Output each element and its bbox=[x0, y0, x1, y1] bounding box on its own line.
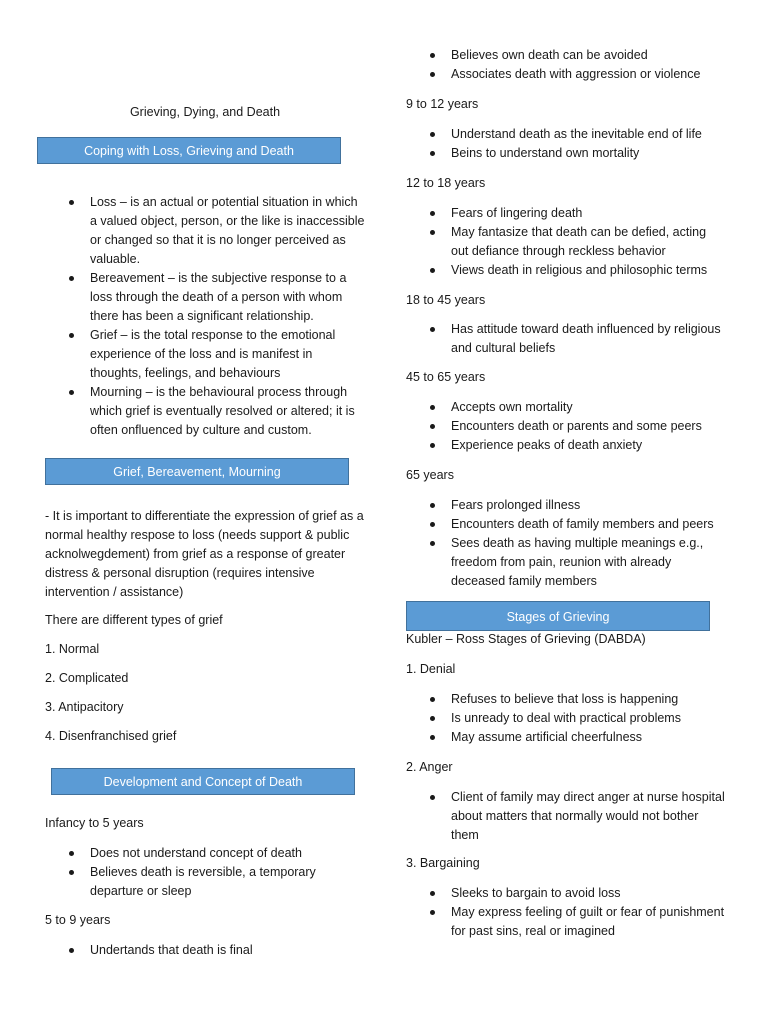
age-group-list-continued bbox=[406, 46, 726, 84]
list-item: Views death in religious and philosophic terms bbox=[406, 261, 726, 280]
list-item: Fears of lingering death bbox=[406, 204, 726, 223]
age-group-heading: 65 years bbox=[406, 468, 454, 482]
section-banner-stages: Stages of Grieving bbox=[406, 601, 710, 631]
list-item: Believes death is reversible, a temporary departure or sleep bbox=[45, 863, 365, 901]
age-group-heading: 18 to 45 years bbox=[406, 293, 486, 307]
list-item: Experience peaks of death anxiety bbox=[406, 436, 726, 455]
list-item: Mourning – is the behavioural process through which grief is eventually resolved or altered; it is often onfluenced by culture and custom. bbox=[45, 383, 365, 440]
list-item: Sees death as having multiple meanings e.g., freedom from pain, reunion with already deceased family members bbox=[406, 534, 726, 591]
stage-list bbox=[406, 690, 726, 747]
age-group-list bbox=[45, 844, 365, 901]
list-item: Accepts own mortality bbox=[406, 398, 726, 417]
list-item: Encounters death or parents and some peers bbox=[406, 417, 726, 436]
stage-list bbox=[406, 884, 726, 941]
stage-heading: 1. Denial bbox=[406, 662, 456, 676]
list-item: Refuses to believe that loss is happening bbox=[406, 690, 726, 709]
list-item: Beins to understand own mortality bbox=[406, 144, 726, 163]
list-item: Associates death with aggression or violence bbox=[406, 65, 726, 84]
section-banner-grief: Grief, Bereavement, Mourning bbox=[45, 458, 349, 485]
age-group-heading: 12 to 18 years bbox=[406, 176, 486, 190]
age-group-list bbox=[406, 398, 726, 455]
age-group-heading: Infancy to 5 years bbox=[45, 816, 144, 830]
stages-intro: Kubler – Ross Stages of Grieving (DABDA) bbox=[406, 632, 646, 646]
list-item: Loss – is an actual or potential situation in which a valued object, person, or the like is inaccessible or changed so that it is no longer perceived as valuable. bbox=[45, 193, 365, 269]
age-group-heading: 5 to 9 years bbox=[45, 913, 111, 927]
grief-type: 3. Antipacitory bbox=[45, 700, 124, 714]
grief-types-intro: There are different types of grief bbox=[45, 613, 223, 627]
age-group-list bbox=[406, 204, 726, 280]
list-item: Client of family may direct anger at nurse hospital about matters that normally would not bother them bbox=[406, 788, 726, 845]
age-group-list bbox=[406, 125, 726, 163]
age-group-heading: 9 to 12 years bbox=[406, 97, 479, 111]
stage-list bbox=[406, 788, 726, 845]
age-group-list bbox=[406, 496, 726, 591]
list-item: Fears prolonged illness bbox=[406, 496, 726, 515]
list-item: May express feeling of guilt or fear of punishment for past sins, real or imagined bbox=[406, 903, 726, 941]
list-item: Is unready to deal with practical problems bbox=[406, 709, 726, 728]
list-item: Grief – is the total response to the emotional experience of the loss and is manifest in thoughts, feelings, and behaviours bbox=[45, 326, 365, 383]
grief-paragraph: - It is important to differentiate the expression of grief as a normal healthy respose to loss (needs support & public acknolwegdement) from grief as a response of greater distress & personal disruption (requires intensive intervention / assistance) bbox=[45, 509, 364, 599]
list-item: Undertands that death is final bbox=[45, 941, 365, 960]
list-item: Believes own death can be avoided bbox=[406, 46, 726, 65]
list-item: May fantasize that death can be defied, acting out defiance through reckless behavior bbox=[406, 223, 726, 261]
list-item: Understand death as the inevitable end of life bbox=[406, 125, 726, 144]
list-item: Has attitude toward death influenced by religious and cultural beliefs bbox=[406, 320, 726, 358]
list-item: Sleeks to bargain to avoid loss bbox=[406, 884, 726, 903]
coping-definitions-list bbox=[45, 193, 365, 440]
stage-heading: 3. Bargaining bbox=[406, 856, 480, 870]
list-item: May assume artificial cheerfulness bbox=[406, 728, 726, 747]
list-item: Encounters death of family members and peers bbox=[406, 515, 726, 534]
age-group-list bbox=[406, 320, 726, 358]
section-banner-development: Development and Concept of Death bbox=[51, 768, 355, 795]
list-item: Does not understand concept of death bbox=[45, 844, 365, 863]
grief-type: 4. Disenfranchised grief bbox=[45, 729, 177, 743]
stage-heading: 2. Anger bbox=[406, 760, 453, 774]
grief-type: 2. Complicated bbox=[45, 671, 129, 685]
list-item: Bereavement – is the subjective response to a loss through the death of a person with whom there has been a significant relationship. bbox=[45, 269, 365, 326]
section-banner-coping: Coping with Loss, Grieving and Death bbox=[37, 137, 341, 164]
age-group-list bbox=[45, 941, 365, 960]
age-group-heading: 45 to 65 years bbox=[406, 370, 486, 384]
document-title: Grieving, Dying, and Death bbox=[129, 105, 281, 119]
grief-type: 1. Normal bbox=[45, 642, 100, 656]
